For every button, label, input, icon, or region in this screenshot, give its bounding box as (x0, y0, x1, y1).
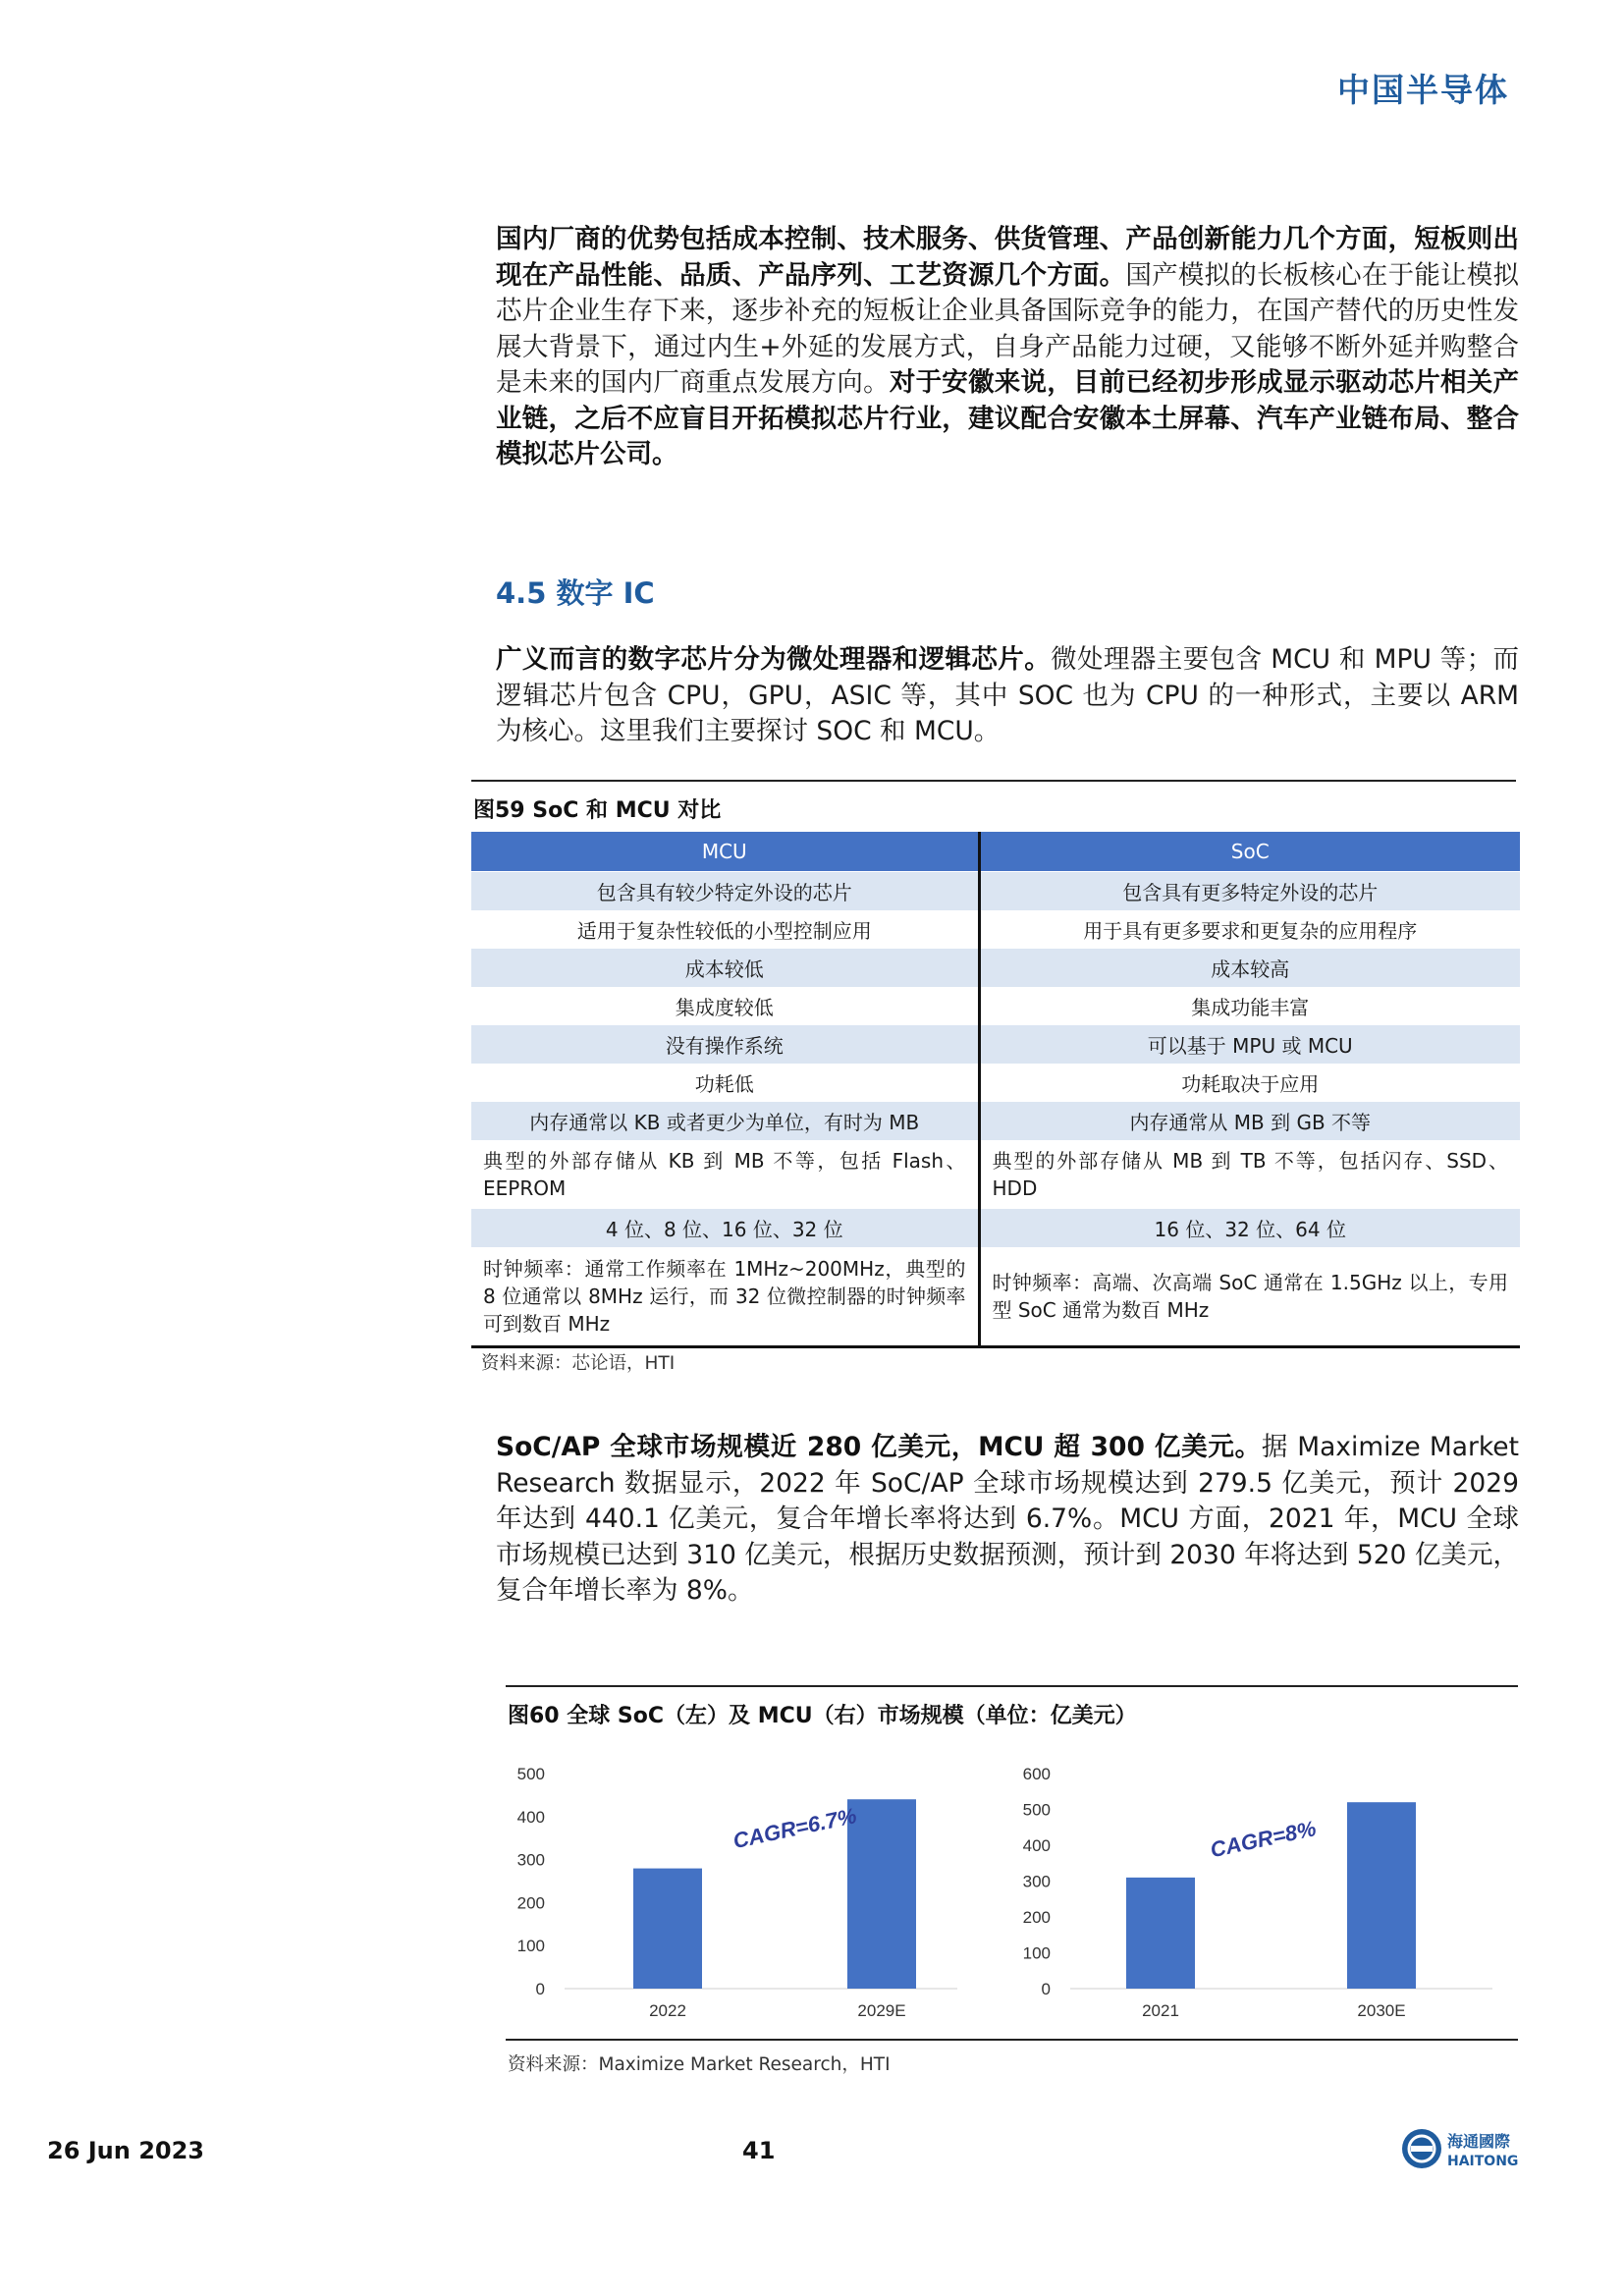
y-tick-label: 200 (516, 1893, 545, 1913)
logo-text: 海通國際 (1447, 2132, 1511, 2151)
paragraph-bold-lead: SoC/AP 全球市场规模近 280 亿美元，MCU 超 300 亿美元。 (496, 1432, 1262, 1462)
table-cell: 包含具有更多特定外设的芯片 (979, 872, 1520, 911)
paragraph-bold-recommendation: 对于安徽来说，目前已经初步形成显示驱动芯片相关产业链，之后不应盲目开拓模拟芯片行业，建议配合安徽本土屏幕、汽车产业链布局、整合模拟芯片公司。 (496, 367, 1520, 469)
table-cell: 功耗低 (471, 1064, 979, 1102)
table-cell: 内存通常以 KB 或者更少为单位，有时为 MB (471, 1102, 979, 1140)
table-row (471, 910, 1520, 949)
table-header-row (471, 832, 1520, 872)
table-cell: 典型的外部存储从 MB 到 TB 不等，包括闪存、SSD、HDD (992, 1149, 1508, 1200)
table-row (471, 1025, 1520, 1064)
paragraph-digital-ic (496, 642, 1519, 750)
y-tick-label: 500 (516, 1765, 545, 1783)
figure-top-rule (471, 780, 1516, 782)
y-tick-label: 400 (516, 1807, 545, 1827)
figure-caption: 图59 SoC 和 MCU 对比 (473, 798, 722, 823)
page-header-title: 中国半导体 (1337, 71, 1509, 109)
y-tick-label: 600 (1022, 1765, 1051, 1783)
table-cell: 集成功能丰富 (1191, 996, 1310, 1019)
paragraph-body: 微处理器主要包含 MCU 和 MPU 等；而逻辑芯片包含 CPU，GPU，ASIC 等，其中 SOC 也为 CPU 的一种形式，主要以 ARM 为核心。这里我们主要探讨 SOC 和 MCU。 (496, 644, 1520, 746)
table-cell: 集成度较低 (471, 987, 979, 1025)
y-tick-label: 100 (516, 1937, 545, 1956)
column-header-soc: SoC (979, 832, 1520, 872)
table-cell: 16 位、32 位、64 位 (979, 1209, 1520, 1247)
table-row (471, 949, 1520, 987)
table-cell: 功耗取决于应用 (1181, 1072, 1320, 1096)
paragraph-market-size (496, 1430, 1519, 1610)
paragraph-body: 国产模拟的长板核心在于能让模拟芯片企业生存下来，逐步补充的短板让企业具备国际竞争的能力，在国产替代的历史性发展大背景下，通过内生+外延的发展方式，自身产品能力过硬，又能够不断外延并购整合是未来的国内厂商重点发展方向。 (496, 259, 1520, 398)
paragraph-bold-lead: 广义而言的数字芯片分为微处理器和逻辑芯片。 (496, 644, 1052, 675)
table-cell: 典型的外部存储从 KB 到 MB 不等，包括 Flash、EEPROM (471, 1140, 979, 1209)
cagr-annotation: CAGR=8% (1208, 1816, 1319, 1863)
section-heading: 4.5 数字 IC (496, 576, 655, 610)
paragraph-bold-lead: 国内厂商的优势包括成本控制、技术服务、供货管理、产品创新能力几个方面，短板则出现在产品性能、品质、产品序列、工艺资源几个方面。 (496, 224, 1519, 291)
table-cell: 时钟频率：高端、次高端 SoC 通常在 1.5GHz 以上，专用型 SoC 通常为数百 MHz (979, 1247, 1520, 1347)
bar-2022 (633, 1869, 702, 1989)
y-tick-label: 500 (1022, 1800, 1051, 1820)
y-tick-label: 100 (1022, 1943, 1051, 1963)
table-row (471, 872, 1520, 911)
y-tick-label: 0 (535, 1980, 545, 1998)
logo-bar-icon (1411, 2146, 1433, 2152)
figure-bottom-rule (506, 2039, 1518, 2041)
comparison-table (471, 832, 1520, 1348)
figure-source: 资料来源：Maximize Market Research，HTI (508, 2054, 891, 2075)
table-cell: 4 位、8 位、16 位、32 位 (471, 1209, 979, 1247)
table-cell: 包含具有较少特定外设的芯片 (471, 872, 979, 911)
haitong-logo (1400, 2123, 1528, 2174)
table-cell: 适用于复杂性较低的小型控制应用 (471, 910, 979, 949)
table-row (471, 1064, 1520, 1102)
paragraph-analog-summary (496, 222, 1519, 473)
table-row (471, 1247, 1520, 1347)
y-tick-label: 300 (516, 1850, 545, 1870)
table-row (471, 1209, 1520, 1247)
x-tick-label: 2030E (1357, 2001, 1406, 2020)
bar-2029E (847, 1799, 916, 1989)
x-tick-label: 2029E (857, 2001, 906, 2020)
paragraph-body: 据 Maximize Market Research 数据显示，2022 年 SoC/AP 全球市场规模达到 279.5 亿美元，预计 2029 年达到 440.1 亿美元，复合年增长率将达到 6.7%。MCU 方面，2021 年，MCU 全球市场规模已达到 310 亿美元，根据历史数据预测，预计到 2030 年将达到 520 亿美元，复合年增长率为 8%。 (496, 1432, 1519, 1606)
y-tick-label: 400 (1022, 1836, 1051, 1855)
y-tick-label: 200 (1022, 1908, 1051, 1927)
table-cell: 没有操作系统 (471, 1025, 979, 1064)
table-cell: 用于具有更多要求和更复杂的应用程序 (1083, 919, 1418, 943)
column-header-mcu: MCU (471, 832, 979, 872)
figure-caption: 图60 全球 SoC（左）及 MCU（右）市场规模（单位：亿美元） (508, 1704, 1137, 1728)
table-cell: 成本较低 (471, 949, 979, 987)
x-tick-label: 2022 (649, 2001, 686, 2020)
mcu-market-chart (992, 1748, 1502, 2033)
soc-market-chart (496, 1748, 967, 2033)
bar-2021 (1126, 1878, 1195, 1989)
cagr-annotation: CAGR=6.7% (731, 1803, 859, 1854)
page-number: 41 (742, 2137, 776, 2164)
table-cell: 可以基于 MPU 或 MCU (979, 1025, 1520, 1064)
figure-top-rule (506, 1685, 1518, 1687)
table-cell: 内存通常从 MB 到 GB 不等 (979, 1102, 1520, 1140)
table-cell: 成本较高 (979, 949, 1520, 987)
table-row (471, 1140, 1520, 1209)
x-tick-label: 2021 (1142, 2001, 1179, 2020)
logo-subtext: HAITONG (1447, 2154, 1519, 2169)
table-cell: 时钟频率：通常工作频率在 1MHz~200MHz，典型的 8 位通常以 8MHz 运行，而 32 位微控制器的时钟频率可到数百 MHz (471, 1247, 979, 1347)
table-row (471, 987, 1520, 1025)
y-tick-label: 0 (1041, 1980, 1051, 1998)
bar-2030E (1347, 1802, 1416, 1989)
figure-source: 资料来源：芯论语，HTI (481, 1353, 676, 1374)
y-tick-label: 300 (1022, 1872, 1051, 1891)
table-row (471, 1102, 1520, 1140)
footer-date: 26 Jun 2023 (47, 2137, 205, 2164)
